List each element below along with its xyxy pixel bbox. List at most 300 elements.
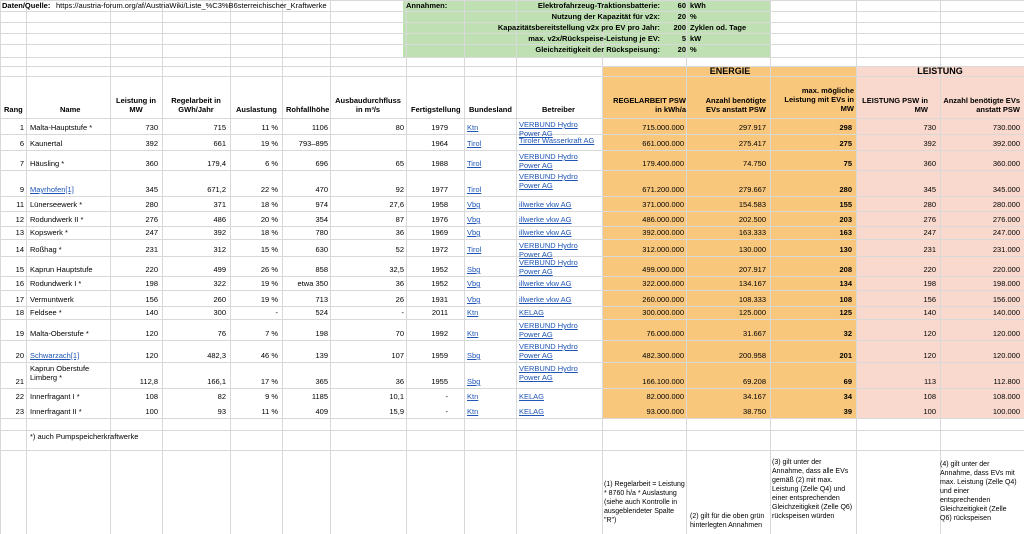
cell-name: Malta-Oberstufe * bbox=[30, 329, 89, 338]
cell-auslastung: 46 % bbox=[260, 351, 278, 360]
cell-rang: 15 bbox=[15, 265, 24, 274]
cell-e2: 108.333 bbox=[738, 295, 766, 304]
cell-leistung: 392 bbox=[145, 139, 158, 148]
cell-betreiber[interactable]: KELAG bbox=[519, 308, 545, 317]
cell-rang: 19 bbox=[15, 329, 24, 338]
grid-col-line bbox=[464, 0, 465, 534]
cell-l2: 120.000 bbox=[992, 329, 1020, 338]
cell-l1: 156 bbox=[923, 295, 936, 304]
cell-e2: 31.667 bbox=[743, 329, 766, 338]
cell-rohfall: 974 bbox=[315, 200, 328, 209]
cell-regelarbeit: 671,2 bbox=[207, 185, 226, 194]
cell-l2: 112.800 bbox=[993, 377, 1020, 386]
cell-betreiber[interactable]: VERBUND Hydro Power AG bbox=[519, 172, 578, 190]
cell-regelarbeit: 76 bbox=[217, 329, 226, 338]
cell-regelarbeit: 486 bbox=[213, 215, 226, 224]
cell-betreiber[interactable]: VERBUND Hydro Power AG bbox=[519, 364, 578, 382]
cell-e2: 134.167 bbox=[738, 279, 766, 288]
cell-l2: 120.000 bbox=[992, 351, 1020, 360]
cell-auslastung: 15 % bbox=[260, 245, 278, 254]
assumptions-label: Annahmen: bbox=[406, 1, 448, 10]
cell-e3: 208 bbox=[839, 265, 852, 274]
cell-regelarbeit: 661 bbox=[213, 139, 226, 148]
cell-e2: 130.000 bbox=[738, 245, 766, 254]
cell-rang: 7 bbox=[19, 159, 24, 168]
cell-rohfall: 198 bbox=[315, 329, 328, 338]
cell-e3: 201 bbox=[839, 351, 852, 360]
cell-l1: 113 bbox=[924, 377, 936, 386]
cell-e2: 163.333 bbox=[738, 228, 766, 237]
cell-auslastung: 22 % bbox=[260, 185, 278, 194]
cell-regelarbeit: 93 bbox=[217, 407, 226, 416]
grid-row-line bbox=[0, 196, 1024, 197]
cell-rang: 22 bbox=[15, 392, 24, 401]
cell-leistung: 280 bbox=[145, 200, 158, 209]
cell-ausbau: - bbox=[401, 308, 404, 317]
assumption-text: Nutzung der Kapazität für v2x: bbox=[551, 12, 660, 21]
grid-row-line bbox=[0, 66, 1024, 67]
cell-bundesland[interactable]: Vbg bbox=[467, 215, 481, 224]
cell-rang: 18 bbox=[15, 308, 24, 317]
cell-e1: 499.000.000 bbox=[642, 265, 684, 274]
cell-auslastung: 6 % bbox=[265, 159, 278, 168]
cell-e1: 371.000.000 bbox=[642, 200, 684, 209]
grid-col-line bbox=[940, 0, 941, 534]
cell-auslastung: 11 % bbox=[261, 407, 278, 416]
cell-name: Feldsee * bbox=[30, 308, 62, 317]
cell-name: Rodundwerk II * bbox=[30, 215, 84, 224]
cell-rang: 9 bbox=[19, 185, 24, 194]
cell-l1: 140 bbox=[923, 308, 936, 317]
grid-row-line bbox=[0, 362, 1024, 363]
cell-name: Kaprun Hauptstufe bbox=[30, 265, 93, 274]
cell-e3: 203 bbox=[839, 215, 852, 224]
cell-betreiber[interactable]: VERBUND Hydro Power AG bbox=[519, 241, 578, 259]
cell-fertig: 1964 bbox=[431, 139, 448, 148]
grid-row-line bbox=[0, 450, 1024, 451]
cell-bundesland[interactable]: Sbg bbox=[467, 377, 481, 386]
cell-betreiber[interactable]: illwerke vkw AG bbox=[519, 279, 572, 288]
header-betreiber: Betreiber bbox=[542, 105, 575, 114]
cell-e1: 82.000.000 bbox=[646, 392, 684, 401]
grid-col-line bbox=[110, 0, 111, 534]
cell-betreiber[interactable]: VERBUND Hydro Power AG bbox=[519, 152, 578, 170]
grid-row-line bbox=[0, 306, 1024, 307]
cell-e2: 154.583 bbox=[738, 200, 766, 209]
assumption-text: max. v2x/Rückspeise-Leistung je EV: bbox=[528, 34, 660, 43]
cell-bundesland[interactable]: Tirol bbox=[467, 245, 482, 254]
header-l2: Anzahl benötigte EVs anstatt PSW bbox=[943, 96, 1020, 114]
cell-l2: 730.000 bbox=[992, 123, 1020, 132]
cell-fertig: 1952 bbox=[431, 265, 448, 274]
cell-auslastung: 20 % bbox=[260, 215, 278, 224]
cell-l1: 345 bbox=[923, 185, 936, 194]
assumption-value[interactable]: 20 bbox=[677, 45, 686, 54]
cell-name: Vermuntwerk bbox=[30, 295, 74, 304]
cell-e1: 671.200.000 bbox=[642, 185, 684, 194]
cell-rohfall: 470 bbox=[315, 185, 328, 194]
assumption-unit: % bbox=[690, 45, 697, 54]
cell-bundesland[interactable]: Vbg bbox=[467, 295, 481, 304]
cell-e1: 661.000.000 bbox=[642, 139, 684, 148]
cell-rang: 17 bbox=[15, 295, 24, 304]
cell-ausbau: 27,6 bbox=[389, 200, 404, 209]
cell-bundesland[interactable]: Ktn bbox=[467, 123, 479, 132]
assumption-text: Kapazitätsbereitstellung v2x pro EV pro Jahr: bbox=[497, 23, 660, 32]
cell-l1: 730 bbox=[923, 123, 936, 132]
header-name: Name bbox=[60, 105, 81, 114]
grid-row-line bbox=[0, 76, 1024, 77]
grid-row-line bbox=[0, 170, 1024, 171]
cell-leistung: 220 bbox=[145, 265, 158, 274]
cell-fertig: 1979 bbox=[431, 123, 448, 132]
cell-l1: 280 bbox=[923, 200, 936, 209]
cell-ausbau: 80 bbox=[395, 123, 404, 132]
grid-col-line bbox=[230, 0, 231, 534]
cell-e1: 93.000.000 bbox=[646, 407, 684, 416]
cell-l1: 360 bbox=[923, 159, 936, 168]
cell-e1: 322.000.000 bbox=[642, 279, 684, 288]
cell-regelarbeit: 715 bbox=[213, 123, 226, 132]
cell-betreiber[interactable]: illwerke vkw AG bbox=[519, 200, 572, 209]
cell-auslastung: 17 % bbox=[260, 377, 278, 386]
cell-l1: 220 bbox=[923, 265, 936, 274]
cell-e3: 34 bbox=[843, 392, 852, 401]
grid-col-line bbox=[26, 0, 27, 534]
cell-bundesland[interactable]: Ktn bbox=[467, 392, 479, 401]
cell-leistung: 100 bbox=[145, 407, 158, 416]
cell-e2: 69.208 bbox=[743, 377, 766, 386]
cell-betreiber[interactable]: VERBUND Hydro Power AG bbox=[519, 342, 578, 360]
cell-e3: 275 bbox=[839, 139, 852, 148]
cell-rohfall: 1185 bbox=[311, 392, 328, 401]
cell-regelarbeit: 371 bbox=[213, 200, 226, 209]
cell-ausbau: 107 bbox=[391, 351, 404, 360]
cell-name[interactable]: Mayrhofen[1] bbox=[30, 185, 74, 194]
cell-ausbau: 92 bbox=[395, 185, 404, 194]
cell-bundesland[interactable]: Vbg bbox=[467, 279, 481, 288]
header-l1: LEISTUNG PSW in MW bbox=[862, 96, 928, 114]
cell-ausbau: 36 bbox=[395, 377, 404, 386]
cell-rohfall: 630 bbox=[315, 245, 328, 254]
assumption-unit: kW bbox=[690, 34, 702, 43]
cell-rohfall: 409 bbox=[315, 407, 328, 416]
cell-bundesland[interactable]: Vbg bbox=[467, 228, 481, 237]
header-rang: Rang bbox=[4, 105, 23, 114]
grid-col-line bbox=[602, 0, 603, 534]
cell-l1: 198 bbox=[923, 279, 936, 288]
cell-e3: 108 bbox=[839, 295, 852, 304]
cell-regelarbeit: 260 bbox=[213, 295, 226, 304]
grid-row-line bbox=[0, 340, 1024, 341]
cell-fertig: 1952 bbox=[431, 279, 448, 288]
footnote-pump: *) auch Pumpspeicherkraftwerke bbox=[30, 432, 139, 441]
cell-ausbau: 36 bbox=[395, 279, 404, 288]
cell-rohfall: 354 bbox=[315, 215, 328, 224]
cell-l2: 392.000 bbox=[992, 139, 1020, 148]
cell-rang: 12 bbox=[15, 215, 24, 224]
header-rohfall: Rohfallhöhe bbox=[286, 105, 330, 114]
cell-rohfall: 139 bbox=[315, 351, 328, 360]
leistung-title: LEISTUNG bbox=[917, 66, 963, 76]
cell-rang: 11 bbox=[16, 200, 24, 209]
cell-regelarbeit: 392 bbox=[213, 228, 226, 237]
cell-ausbau: 15,9 bbox=[389, 407, 404, 416]
cell-fertig: 1959 bbox=[431, 351, 448, 360]
cell-l2: 247.000 bbox=[992, 228, 1020, 237]
cell-e2: 125.000 bbox=[738, 308, 766, 317]
cell-rang: 6 bbox=[19, 139, 24, 148]
cell-betreiber[interactable]: KELAG bbox=[519, 392, 545, 401]
cell-bundesland[interactable]: Vbg bbox=[467, 200, 481, 209]
note-1: (1) Regelarbeit = Leistung * 8760 h/a * Auslastung (siehe auch Kontrolle in ausgeblendeter Spalte "R") bbox=[604, 481, 685, 524]
cell-betreiber[interactable]: VERBUND Hydro Power AG bbox=[519, 258, 578, 276]
cell-e2: 297.917 bbox=[738, 123, 766, 132]
cell-rang: 13 bbox=[15, 228, 24, 237]
cell-leistung: 247 bbox=[145, 228, 158, 237]
cell-name: Kaprun Oberstufe Limberg * bbox=[30, 364, 90, 382]
cell-ausbau: 36 bbox=[395, 228, 404, 237]
cell-betreiber[interactable]: VERBUND Hydro Power AG bbox=[519, 321, 578, 339]
cell-e3: 125 bbox=[839, 308, 852, 317]
cell-l2: 156.000 bbox=[992, 295, 1020, 304]
cell-name: Roßhag * bbox=[30, 245, 62, 254]
cell-l2: 140.000 bbox=[992, 308, 1020, 317]
cell-l2: 100.000 bbox=[992, 407, 1020, 416]
cell-e2: 279.667 bbox=[738, 185, 766, 194]
note-2: (2) gilt für die oben grün hinterlegten Annahmen bbox=[690, 513, 765, 529]
cell-auslastung: 11 % bbox=[261, 123, 278, 132]
assumption-value[interactable]: 20 bbox=[677, 12, 686, 21]
cell-fertig: 2011 bbox=[431, 308, 448, 317]
cell-betreiber[interactable]: VERBUND Hydro Power AG bbox=[519, 120, 578, 138]
cell-bundesland[interactable]: Tirol bbox=[467, 185, 482, 194]
assumption-value[interactable]: 60 bbox=[677, 1, 686, 10]
grid-row-line bbox=[0, 276, 1024, 277]
grid-row-line bbox=[0, 256, 1024, 257]
cell-e3: 134 bbox=[839, 279, 852, 288]
cell-leistung: 120 bbox=[145, 351, 158, 360]
cell-e1: 715.000.000 bbox=[642, 123, 684, 132]
cell-rohfall: etwa 350 bbox=[297, 279, 328, 288]
cell-e3: 39 bbox=[843, 407, 852, 416]
header-regelarbeit: Regelarbeit in GWh/Jahr bbox=[171, 96, 221, 114]
cell-l2: 108.000 bbox=[992, 392, 1020, 401]
cell-regelarbeit: 179,4 bbox=[207, 159, 226, 168]
cell-l2: 231.000 bbox=[992, 245, 1020, 254]
cell-rang: 14 bbox=[15, 245, 24, 254]
cell-ausbau: 10,1 bbox=[389, 392, 404, 401]
grid-col-line bbox=[282, 0, 283, 534]
grid-row-line bbox=[0, 134, 1024, 135]
grid-row-line bbox=[0, 430, 1024, 431]
cell-l2: 345.000 bbox=[992, 185, 1020, 194]
cell-betreiber[interactable]: illwerke vkw AG bbox=[519, 295, 572, 304]
cell-l2: 360.000 bbox=[992, 159, 1020, 168]
header-e1: REGELARBEIT PSW in kWh/a bbox=[613, 96, 686, 114]
cell-e1: 179.400.000 bbox=[642, 159, 684, 168]
cell-rohfall: 858 bbox=[315, 265, 328, 274]
source-label: Daten/Quelle: bbox=[2, 1, 51, 10]
cell-e3: 155 bbox=[839, 200, 852, 209]
cell-e2: 202.500 bbox=[738, 215, 766, 224]
grid-row-line bbox=[0, 118, 1024, 119]
cell-auslastung: 18 % bbox=[260, 228, 278, 237]
cell-e1: 482.300.000 bbox=[642, 351, 684, 360]
header-bundesland: Bundesland bbox=[469, 105, 512, 114]
cell-regelarbeit: 82 bbox=[217, 392, 226, 401]
cell-name: Lünerseewerk * bbox=[30, 200, 83, 209]
cell-bundesland[interactable]: Sbg bbox=[467, 351, 481, 360]
cell-auslastung: 18 % bbox=[260, 200, 278, 209]
cell-ausbau: 52 bbox=[395, 245, 404, 254]
cell-leistung: 198 bbox=[145, 279, 158, 288]
grid-col-line bbox=[406, 0, 407, 534]
cell-e1: 260.000.000 bbox=[642, 295, 684, 304]
cell-name: Kaunertal bbox=[30, 139, 63, 148]
cell-l1: 247 bbox=[923, 228, 936, 237]
grid-row-line bbox=[0, 211, 1024, 212]
cell-fertig: - bbox=[445, 392, 448, 401]
grid-col-line bbox=[516, 0, 517, 534]
cell-leistung: 345 bbox=[145, 185, 158, 194]
cell-e3: 298 bbox=[839, 123, 852, 132]
cell-rang: 16 bbox=[15, 279, 24, 288]
cell-e1: 392.000.000 bbox=[642, 228, 684, 237]
cell-leistung: 231 bbox=[145, 245, 158, 254]
grid-col-line bbox=[162, 0, 163, 534]
cell-regelarbeit: 300 bbox=[213, 308, 226, 317]
grid-col-line bbox=[330, 0, 331, 534]
assumption-unit: % bbox=[690, 12, 697, 21]
assumption-unit: kWh bbox=[690, 1, 706, 10]
cell-fertig: 1988 bbox=[431, 159, 448, 168]
cell-bundesland[interactable]: Ktn bbox=[467, 329, 479, 338]
cell-rohfall: 713 bbox=[315, 295, 328, 304]
cell-bundesland[interactable]: Ktn bbox=[467, 308, 479, 317]
cell-l2: 220.000 bbox=[992, 265, 1020, 274]
cell-e2: 74.750 bbox=[743, 159, 766, 168]
grid-col-line bbox=[686, 0, 687, 534]
cell-ausbau: 70 bbox=[395, 329, 404, 338]
cell-rohfall: 524 bbox=[315, 308, 328, 317]
cell-l1: 108 bbox=[923, 392, 936, 401]
cell-auslastung: 26 % bbox=[260, 265, 278, 274]
cell-ausbau: 26 bbox=[395, 295, 404, 304]
cell-bundesland[interactable]: Tirol bbox=[467, 139, 482, 148]
header-leistung: Leistung in MW bbox=[116, 96, 156, 114]
assumption-value[interactable]: 5 bbox=[681, 34, 686, 43]
cell-rohfall: 1106 bbox=[311, 123, 328, 132]
grid-col-line bbox=[856, 0, 857, 534]
cell-bundesland[interactable]: Ktn bbox=[467, 407, 479, 416]
cell-l2: 276.000 bbox=[992, 215, 1020, 224]
cell-rang: 20 bbox=[15, 351, 24, 360]
cell-e2: 275.417 bbox=[738, 139, 766, 148]
assumption-unit: Zyklen od. Tage bbox=[690, 23, 747, 32]
cell-e3: 130 bbox=[839, 245, 852, 254]
cell-leistung: 120 bbox=[145, 329, 158, 338]
cell-leistung: 140 bbox=[145, 308, 158, 317]
cell-fertig: 1972 bbox=[431, 245, 448, 254]
cell-fertig: 1992 bbox=[431, 329, 448, 338]
cell-bundesland[interactable]: Sbg bbox=[467, 265, 481, 274]
header-auslastung: Auslastung bbox=[236, 105, 277, 114]
cell-leistung: 730 bbox=[145, 123, 158, 132]
grid-row-line bbox=[0, 150, 1024, 151]
cell-l1: 120 bbox=[923, 329, 936, 338]
header-ausbau: Ausbaudurchfluss in m³/s bbox=[335, 96, 401, 114]
cell-name[interactable]: Schwarzach[1] bbox=[30, 351, 80, 360]
cell-name: Innerfragant II * bbox=[30, 407, 82, 416]
cell-auslastung: - bbox=[275, 308, 278, 317]
cell-leistung: 112,8 bbox=[139, 377, 158, 386]
cell-betreiber[interactable]: Tiroler Wasserkraft AG bbox=[519, 136, 595, 145]
cell-l1: 392 bbox=[923, 139, 936, 148]
cell-auslastung: 19 % bbox=[260, 295, 278, 304]
cell-bundesland[interactable]: Tirol bbox=[467, 159, 482, 168]
cell-rang: 23 bbox=[15, 407, 24, 416]
cell-e2: 207.917 bbox=[738, 265, 766, 274]
cell-auslastung: 9 % bbox=[265, 392, 278, 401]
cell-fertig: 1977 bbox=[431, 185, 448, 194]
cell-e3: 69 bbox=[843, 377, 852, 386]
cell-l2: 280.000 bbox=[992, 200, 1020, 209]
cell-betreiber[interactable]: illwerke vkw AG bbox=[519, 215, 572, 224]
grid-row-line bbox=[0, 239, 1024, 240]
assumption-text: Gleichzeitigkeit der Rückspeisung: bbox=[535, 45, 660, 54]
grid-row-line bbox=[0, 388, 1024, 389]
cell-leistung: 108 bbox=[145, 392, 158, 401]
cell-name: Kopswerk * bbox=[30, 228, 68, 237]
grid-row-line bbox=[0, 290, 1024, 291]
cell-auslastung: 19 % bbox=[260, 139, 278, 148]
cell-name: Rodundwerk I * bbox=[30, 279, 82, 288]
cell-ausbau: 87 bbox=[395, 215, 404, 224]
header-e2: Anzahl benötigte EVs anstatt PSW bbox=[705, 96, 766, 114]
cell-auslastung: 19 % bbox=[260, 279, 278, 288]
note-3: (3) gilt unter der Annahme, dass alle EVs gemäß (2) mit max. Leistung (Zelle Q4) und einer entsprechenden Gleichzeitigkeit (Zelle Q6) rückspeisen würden bbox=[772, 459, 853, 520]
cell-rang: 1 bbox=[19, 123, 24, 132]
cell-name: Malta-Hauptstufe * bbox=[30, 123, 93, 132]
cell-e1: 486.000.000 bbox=[642, 215, 684, 224]
cell-e3: 75 bbox=[843, 159, 852, 168]
cell-betreiber[interactable]: KELAG bbox=[519, 407, 545, 416]
cell-rang: 21 bbox=[15, 377, 24, 386]
cell-leistung: 276 bbox=[145, 215, 158, 224]
cell-l1: 276 bbox=[923, 215, 936, 224]
cell-e1: 312.000.000 bbox=[642, 245, 684, 254]
cell-fertig: 1958 bbox=[431, 200, 448, 209]
cell-ausbau: 65 bbox=[395, 159, 404, 168]
grid-col-line bbox=[770, 0, 771, 534]
cell-e1: 300.000.000 bbox=[642, 308, 684, 317]
assumption-value[interactable]: 200 bbox=[673, 23, 686, 32]
source-url[interactable]: https://austria-forum.org/af/AustriaWiki/Liste_%C3%B6sterreichischer_Kraftwerke bbox=[56, 1, 327, 10]
header-e3: max. mögliche Leistung mit EVs in MW bbox=[784, 86, 854, 113]
cell-regelarbeit: 482,3 bbox=[207, 351, 226, 360]
cell-rohfall: 780 bbox=[315, 228, 328, 237]
cell-e1: 76.000.000 bbox=[646, 329, 684, 338]
grid-row-line bbox=[0, 418, 1024, 419]
cell-betreiber[interactable]: illwerke vkw AG bbox=[519, 228, 572, 237]
cell-l1: 100 bbox=[923, 407, 936, 416]
cell-regelarbeit: 322 bbox=[213, 279, 226, 288]
cell-ausbau: 32,5 bbox=[389, 265, 404, 274]
cell-rohfall: 696 bbox=[315, 159, 328, 168]
grid-row-line bbox=[0, 226, 1024, 227]
cell-leistung: 156 bbox=[145, 295, 158, 304]
